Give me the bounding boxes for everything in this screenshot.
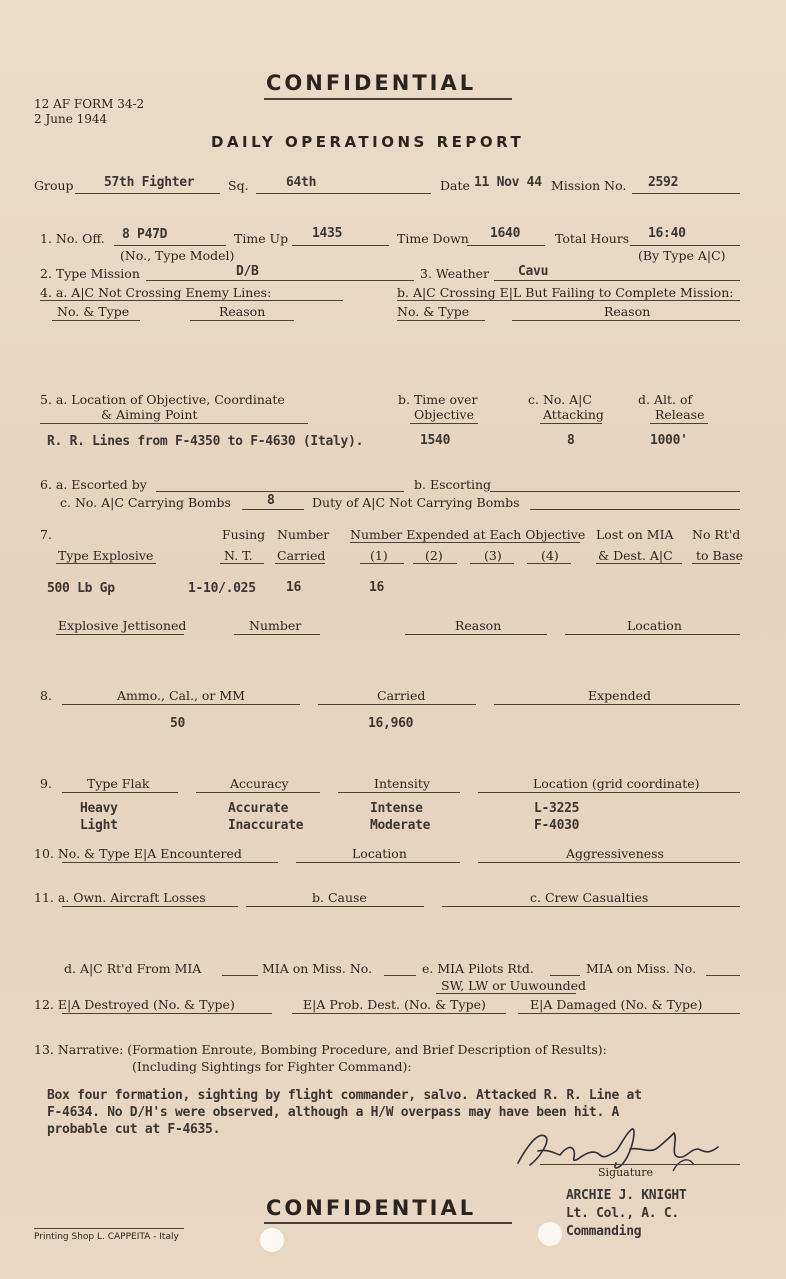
type-flak-header: Type Flak	[87, 776, 150, 791]
nt-line	[220, 563, 264, 564]
mia-on-miss-line	[384, 975, 416, 976]
duty-line	[530, 509, 740, 510]
flak-location-header: Location (grid coordinate)	[533, 776, 700, 791]
time-up-value: 1435	[312, 226, 343, 241]
report-title: DAILY OPERATIONS REPORT	[211, 133, 525, 151]
ea-prob-label: E|A Prob. Dest. (No. & Type)	[303, 997, 486, 1012]
jettisoned-header: Explosive Jettisoned	[58, 618, 187, 633]
accuracy-header: Accuracy	[230, 776, 289, 791]
row5-d-underline	[650, 423, 708, 424]
type-mission-label: 2. Type Mission	[40, 266, 140, 281]
mia-on-miss-2-label: MIA on Miss. No.	[586, 961, 697, 976]
confidential-footer: CONFIDENTIAL	[266, 1196, 477, 1220]
signatory-name: ARCHIE J. KNIGHT	[566, 1188, 687, 1203]
row4-b-reason-line	[512, 320, 740, 321]
intensity-line	[338, 792, 460, 793]
row4-a-no-type: No. & Type	[57, 304, 130, 319]
explosive-type-value: 500 Lb Gp	[47, 581, 115, 596]
narrative-line-2: F-4634. No D/H's were observed, although a H/W overpass may have been hit. A	[47, 1105, 620, 1120]
flak-type-2: Light	[80, 818, 118, 833]
row5-attacking-value: 8	[567, 433, 575, 448]
col-4-header: (4)	[541, 548, 559, 563]
number-expended-line	[350, 542, 580, 543]
jettisoned-location-header: Location	[627, 618, 682, 633]
accuracy-line	[196, 792, 320, 793]
printer-line	[34, 1228, 184, 1229]
row4-b-reason: Reason	[604, 304, 651, 319]
row5-a-underline	[40, 423, 308, 424]
mission-label: Mission No.	[551, 178, 627, 193]
cause-line	[246, 906, 424, 907]
printer-credit: Printing Shop L. CAPPEITA - Italy	[34, 1232, 179, 1242]
ammo-expended-header: Expended	[588, 688, 652, 703]
group-line	[75, 193, 220, 194]
ea-encountered-line	[62, 862, 278, 863]
weather-value: Cavu	[518, 264, 549, 279]
intensity-header: Intensity	[374, 776, 430, 791]
signatory-rank: Lt. Col., A. C.	[566, 1206, 679, 1221]
sq-value: 64th	[286, 175, 317, 190]
jettisoned-reason-line	[405, 634, 547, 635]
footer-underline	[264, 1222, 512, 1224]
date-value: 11 Nov 44	[474, 175, 542, 190]
row5-location-value: R. R. Lines from F-4350 to F-4630 (Italy).	[47, 434, 364, 449]
date-label: Date	[440, 178, 470, 193]
narrative-label: 13. Narrative: (Formation Enroute, Bombing Procedure, and Brief Description of Results):	[34, 1042, 607, 1057]
ea-damaged-label: E|A Damaged (No. & Type)	[530, 997, 703, 1012]
flak-location-line	[478, 792, 740, 793]
ea-location-line	[296, 862, 460, 863]
carried-line	[275, 563, 325, 564]
flak-type-1: Heavy	[80, 801, 118, 816]
col-1-line	[360, 563, 404, 564]
ac-rtd-mia-line	[222, 975, 258, 976]
escorting-line	[490, 491, 740, 492]
number-expended-header: Number Expended at Each Objective	[350, 527, 586, 542]
row5-b-underline	[410, 423, 478, 424]
col-2-line	[413, 563, 457, 564]
ammo-carried-line	[318, 704, 476, 705]
row4-a-line	[40, 300, 343, 301]
mission-line	[632, 193, 740, 194]
punch-hole-right	[538, 1222, 562, 1246]
confidential-heading: CONFIDENTIAL	[266, 71, 477, 95]
time-down-line	[467, 245, 545, 246]
lost-on-mia-header: Lost on MIA	[596, 527, 674, 542]
fusing-value: 1-10/.025	[188, 581, 256, 596]
row4-b-label: b. A|C Crossing E|L But Failing to Complete Mission:	[397, 285, 734, 300]
ea-prob-line	[292, 1013, 506, 1014]
col-1-header: (1)	[370, 548, 388, 563]
ea-damaged-line	[518, 1013, 740, 1014]
row4-a-label: 4. a. A|C Not Crossing Enemy Lines:	[40, 285, 272, 300]
wounded-note: SW, LW or Uuwounded	[441, 978, 586, 993]
no-off-line	[114, 245, 226, 246]
col-3-header: (3)	[484, 548, 502, 563]
narrative-line-1: Box four formation, sighting by flight commander, salvo. Attacked R. R. Line at	[47, 1088, 642, 1103]
row5-d-line1: d. Alt. of	[638, 392, 693, 407]
row8-number: 8.	[40, 688, 52, 703]
escorted-by-line	[156, 491, 404, 492]
row5-b-line2: Objective	[414, 407, 475, 422]
ea-destroyed-line	[62, 1013, 272, 1014]
ac-rtd-mia-label: d. A|C Rt'd From MIA	[64, 961, 202, 976]
dest-ac-line	[596, 563, 682, 564]
flak-location-1: L-3225	[534, 801, 580, 816]
ammo-cal-value: 50	[170, 716, 186, 731]
type-flak-line	[62, 792, 178, 793]
group-label: Group	[34, 178, 74, 193]
row4-a-reason: Reason	[219, 304, 266, 319]
expended-1-value: 16	[369, 580, 385, 595]
to-base-line	[692, 563, 740, 564]
weather-label: 3. Weather	[420, 266, 490, 281]
nt-header: N. T.	[224, 548, 253, 563]
ammo-header: Ammo., Cal., or MM	[117, 688, 245, 703]
flak-accuracy-1: Accurate	[228, 801, 289, 816]
carrying-bombs-line	[242, 509, 304, 510]
row4-b-line	[397, 300, 740, 301]
ammo-line	[62, 704, 300, 705]
duty-label: Duty of A|C Not Carrying Bombs	[312, 495, 520, 510]
flak-intensity-1: Intense	[370, 801, 423, 816]
punch-hole-left	[260, 1228, 284, 1252]
number-header: Number	[277, 527, 330, 542]
total-hours-value: 16:40	[648, 226, 686, 241]
escorting-label: b. Escorting	[414, 477, 492, 492]
row7-number: 7.	[40, 527, 52, 542]
mia-on-miss-2-line	[706, 975, 740, 976]
no-off-value: 8 P47D	[122, 227, 168, 242]
row4-b-no-type: No. & Type	[397, 304, 470, 319]
own-losses-label: 11. a. Own. Aircraft Losses	[34, 890, 206, 905]
carried-header: Carried	[277, 548, 326, 563]
jettisoned-location-line	[565, 634, 740, 635]
type-explosive-header: Type Explosive	[58, 548, 154, 563]
row5-a-line1: 5. a. Location of Objective, Coordinate	[40, 392, 285, 407]
aggressiveness-header: Aggressiveness	[566, 846, 664, 861]
narrative-line-3: probable cut at F-4635.	[47, 1122, 221, 1137]
sq-line	[256, 193, 431, 194]
row5-a-line2: & Aiming Point	[101, 407, 198, 422]
mia-on-miss-label: MIA on Miss. No.	[262, 961, 373, 976]
ammo-carried-value: 16,960	[368, 716, 414, 731]
signature-label: Siguature	[598, 1166, 654, 1179]
crew-casualties-label: c. Crew Casualties	[530, 890, 649, 905]
group-value: 57th Fighter	[104, 175, 195, 190]
col-2-header: (2)	[425, 548, 443, 563]
type-explosive-line	[56, 563, 156, 564]
form-date: 2 June 1944	[34, 112, 108, 126]
row4-b-no-type-line	[397, 320, 485, 321]
time-up-line	[292, 245, 389, 246]
flak-location-2: F-4030	[534, 818, 580, 833]
by-type-note: (By Type A|C)	[638, 248, 726, 263]
time-up-label: Time Up	[234, 231, 289, 246]
flak-intensity-2: Moderate	[370, 818, 431, 833]
jettisoned-number-line	[234, 634, 320, 635]
ammo-expended-line	[494, 704, 740, 705]
time-down-value: 1640	[490, 226, 521, 241]
row5-time-value: 1540	[420, 433, 451, 448]
to-base-header: to Base	[696, 548, 743, 563]
no-type-model-note: (No., Type Model)	[120, 248, 235, 263]
no-off-label: 1. No. Off.	[40, 231, 105, 246]
wounded-line	[436, 993, 576, 994]
row5-c-line1: c. No. A|C	[528, 392, 592, 407]
total-hours-line	[630, 245, 740, 246]
type-mission-line	[146, 280, 414, 281]
row5-d-line2: Release	[655, 407, 705, 422]
col-3-line	[470, 563, 514, 564]
ea-destroyed-label: 12. E|A Destroyed (No. & Type)	[34, 997, 235, 1012]
row5-b-line1: b. Time over	[398, 392, 478, 407]
form-number: 12 AF FORM 34-2	[34, 97, 145, 111]
crew-casualties-line	[442, 906, 740, 907]
carrying-bombs-value: 8	[267, 493, 275, 508]
narrative-sublabel: (Including Sightings for Fighter Command):	[132, 1059, 412, 1074]
ea-encountered-label: 10. No. & Type E|A Encountered	[34, 846, 242, 861]
ammo-carried-header: Carried	[377, 688, 426, 703]
dest-ac-header: & Dest. A|C	[598, 548, 673, 563]
type-mission-value: D/B	[236, 264, 259, 279]
mia-pilots-label: e. MIA Pilots Rtd.	[422, 961, 534, 976]
time-down-label: Time Down	[397, 231, 469, 246]
carrying-bombs-label: c. No. A|C Carrying Bombs	[60, 495, 231, 510]
jettisoned-number-header: Number	[249, 618, 302, 633]
no-rtd-header: No Rt'd	[692, 527, 741, 542]
row4-a-no-type-line	[52, 320, 140, 321]
jettisoned-line	[56, 634, 184, 635]
escorted-by-label: 6. a. Escorted by	[40, 477, 147, 492]
flak-accuracy-2: Inaccurate	[228, 818, 304, 833]
aggressiveness-line	[478, 862, 740, 863]
mission-value: 2592	[648, 175, 679, 190]
row9-number: 9.	[40, 776, 52, 791]
jettisoned-reason-header: Reason	[455, 618, 502, 633]
row4-a-reason-line	[190, 320, 294, 321]
cause-label: b. Cause	[312, 890, 367, 905]
own-losses-line	[62, 906, 238, 907]
sq-label: Sq.	[228, 178, 249, 193]
row5-c-underline	[540, 423, 602, 424]
mia-pilots-line	[550, 975, 580, 976]
signature-line	[540, 1164, 740, 1165]
signatory-role: Commanding	[566, 1224, 642, 1239]
row5-c-line2: Attacking	[543, 407, 604, 422]
weather-line	[494, 280, 740, 281]
fusing-header: Fusing	[222, 527, 266, 542]
col-4-line	[527, 563, 571, 564]
row5-alt-value: 1000'	[650, 433, 688, 448]
carried-value: 16	[286, 580, 302, 595]
total-hours-label: Total Hours	[555, 231, 630, 246]
ea-location-header: Location	[352, 846, 407, 861]
heading-underline	[264, 98, 512, 100]
